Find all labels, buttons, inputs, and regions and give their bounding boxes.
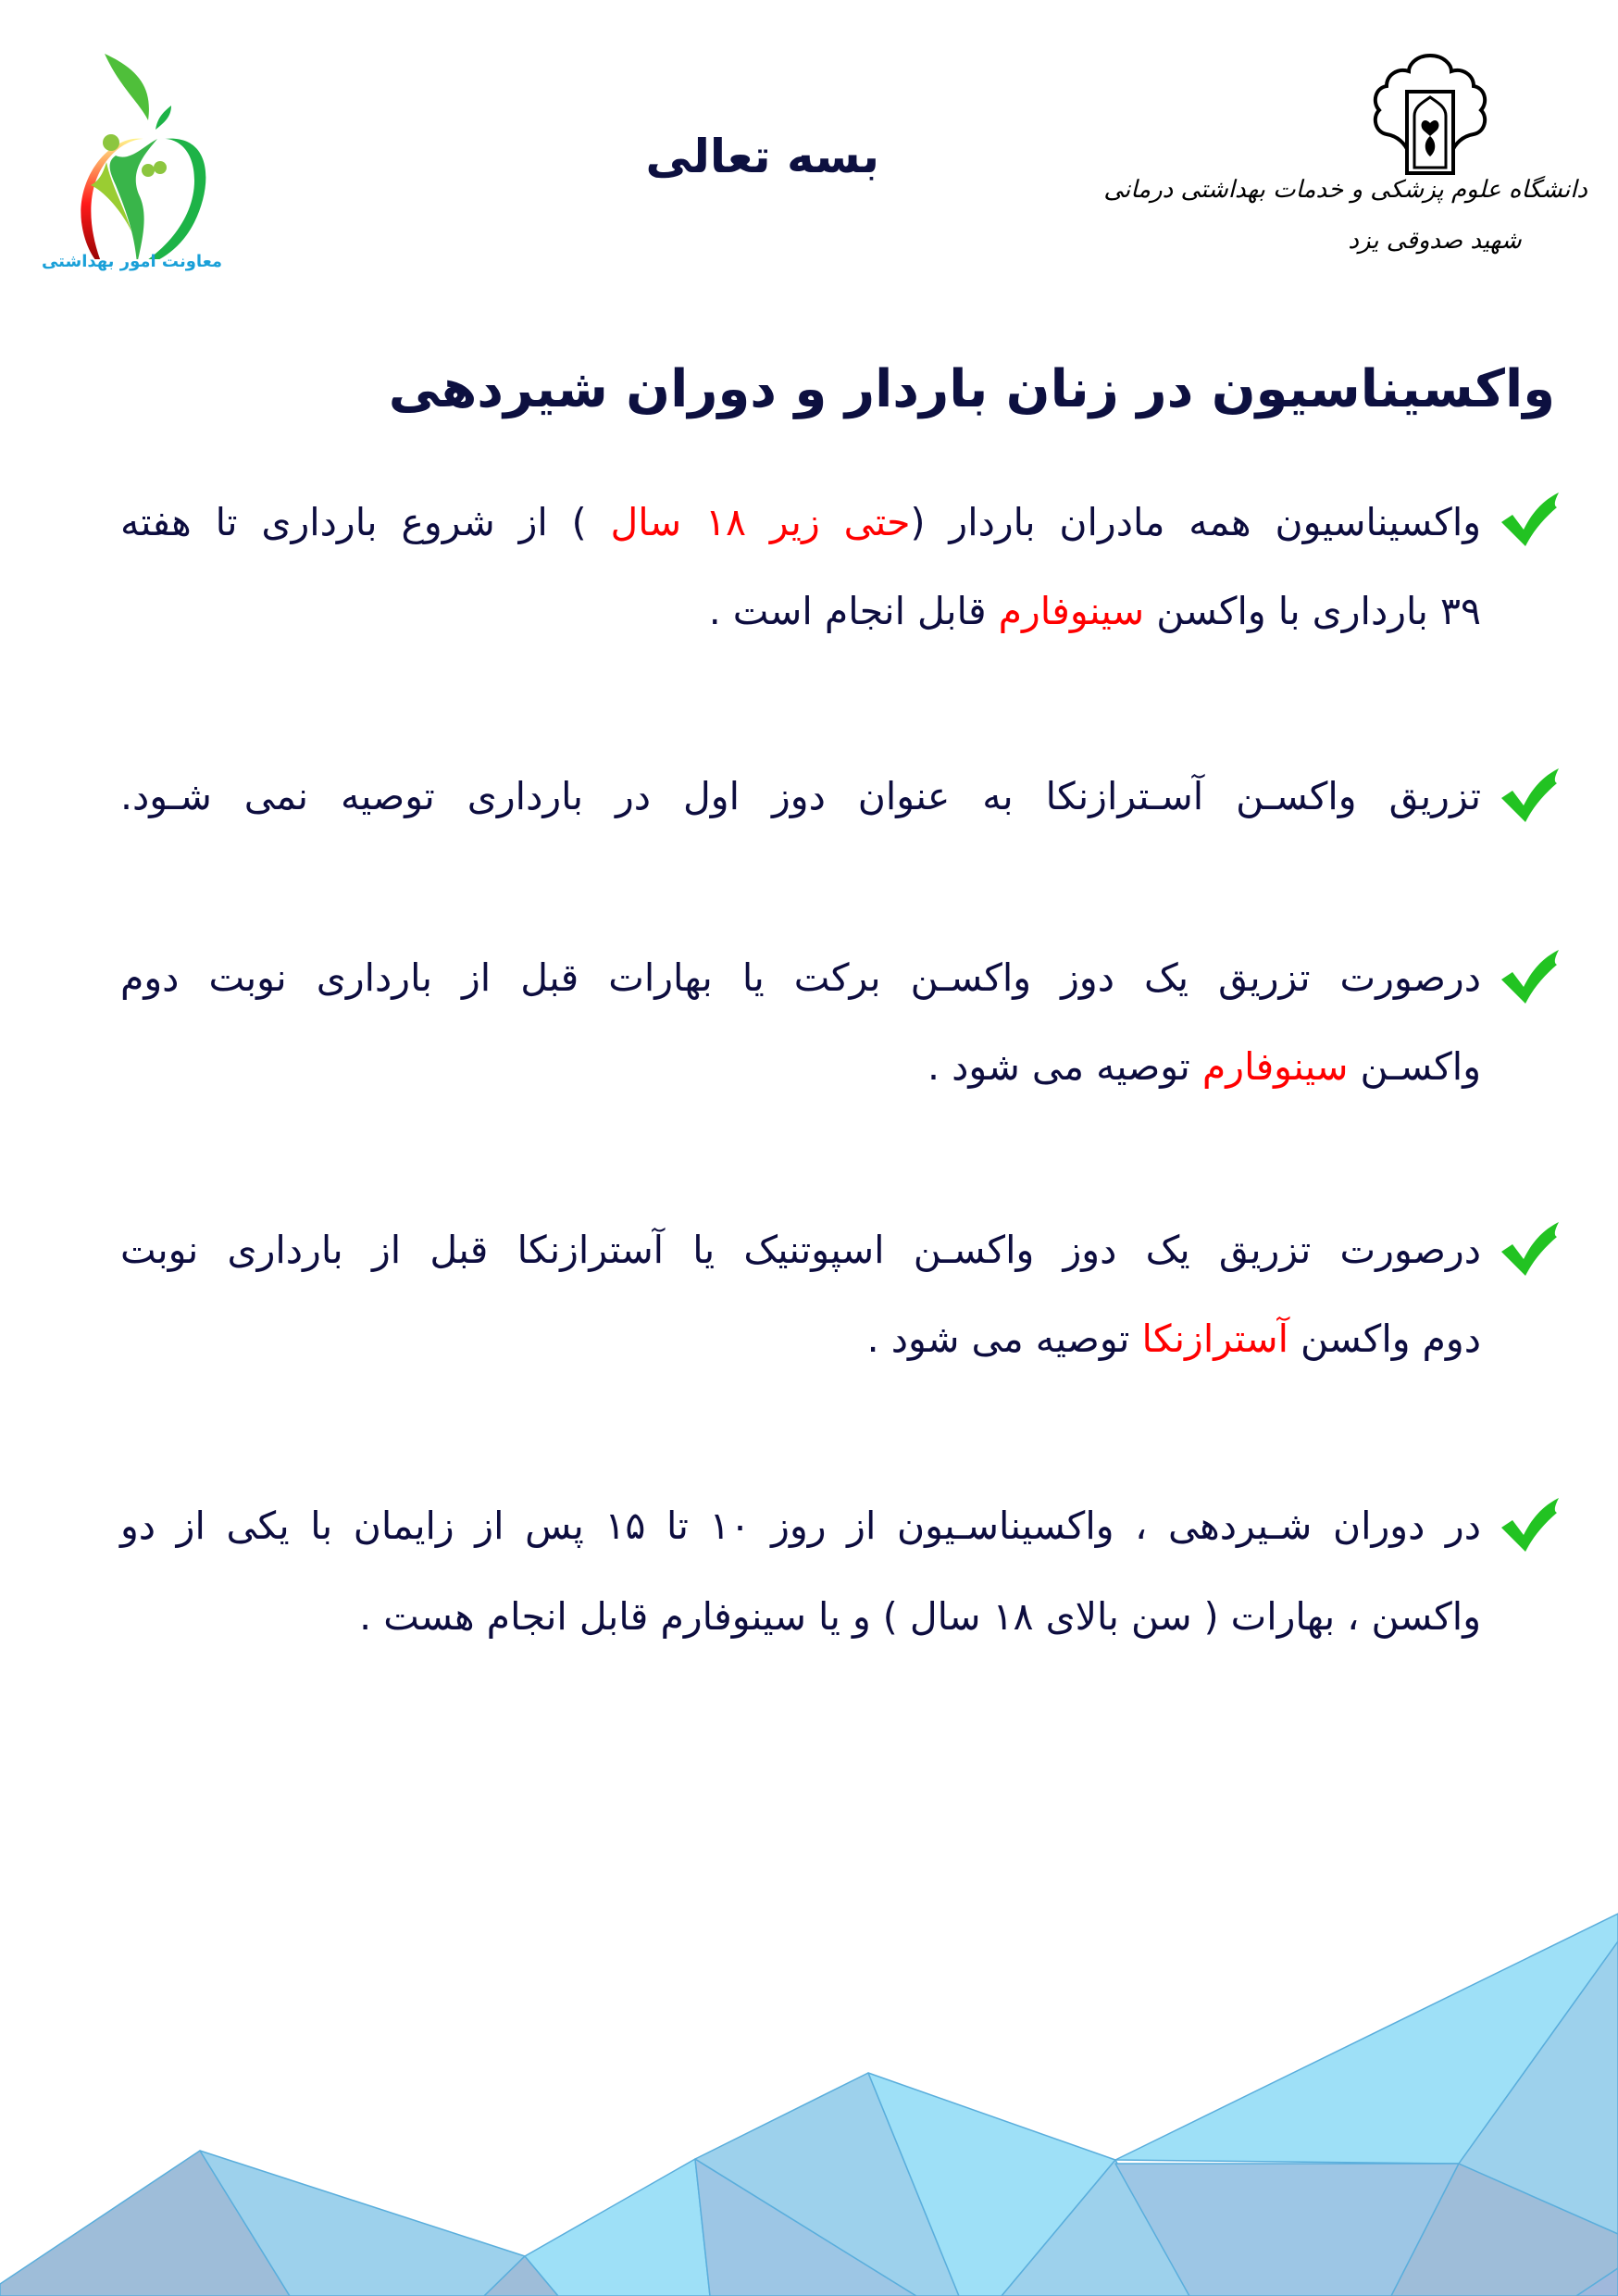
item-5-line-2: واکسن ، بهارات ( سن بالای ۱۸ سال ) و یا سینوفارم قابل انجام هست . [359, 1594, 1481, 1639]
highlight-text: سینوفارم [1201, 1044, 1349, 1089]
checkmark-icon [1500, 767, 1561, 824]
health-deputy-caption: معاونت امور بهداشتی [41, 252, 222, 271]
item-3-line-2: واکسـن سینوفارم توصیه می شود . [927, 1044, 1481, 1089]
item-4-line-1: درصورت تزریق یک دوز واکسـن اسپوتنیک یا آسترازنکا قبل از بارداری نوبت [120, 1228, 1481, 1272]
item-4-line-2: دوم واکسن آسترازنکا توصیه می شود . [866, 1316, 1481, 1361]
item-2-line-1: تزریق واکسـن آسـترازنکا به عنوان دوز اول در بارداری توصیه نمی شـود. [120, 774, 1481, 818]
item-5-line-1: در دوران شـیردهی ، واکسیناسـیون از روز ۱۰ تا ۱۵ پس از زایمان با یکی از دو [120, 1504, 1481, 1548]
page-title: واکسیناسیون در زنان باردار و دوران شیردهی [388, 359, 1555, 419]
university-emblem [1370, 51, 1490, 176]
health-deputy-logo [41, 46, 241, 287]
item-3-line-1: درصورت تزریق یک دوز واکسـن برکت یا بهارات قبل از بارداری نوبت دوم [120, 955, 1481, 1000]
checkmark-icon [1500, 1496, 1561, 1554]
highlight-text: آسترازنکا [1141, 1316, 1288, 1361]
highlight-text: حتی زیر ۱۸ سال [610, 500, 911, 544]
checkmark-icon [1500, 491, 1561, 548]
item-1-line-1: واکسیناسیون همه مادران باردار (حتی زیر ۱۸ سال ) از شروع بارداری تا هفته [120, 500, 1482, 544]
apple-people-logo-icon [56, 46, 241, 259]
checkmark-icon [1500, 1220, 1561, 1278]
header-invocation: بسه تعالی [645, 130, 879, 183]
highlight-text: سینوفارم [998, 589, 1145, 633]
checkmark-icon [1500, 948, 1561, 1005]
university-name-line1: دانشگاه علوم پزشکی و خدمات بهداشتی درمانی [1103, 176, 1587, 204]
university-name-line2: شهید صدوقی یزد [1348, 227, 1522, 255]
item-1-line-2: ۳۹ بارداری با واکسن سینوفارم قابل انجام است . [708, 589, 1481, 633]
university-emblem-icon [1370, 51, 1490, 176]
